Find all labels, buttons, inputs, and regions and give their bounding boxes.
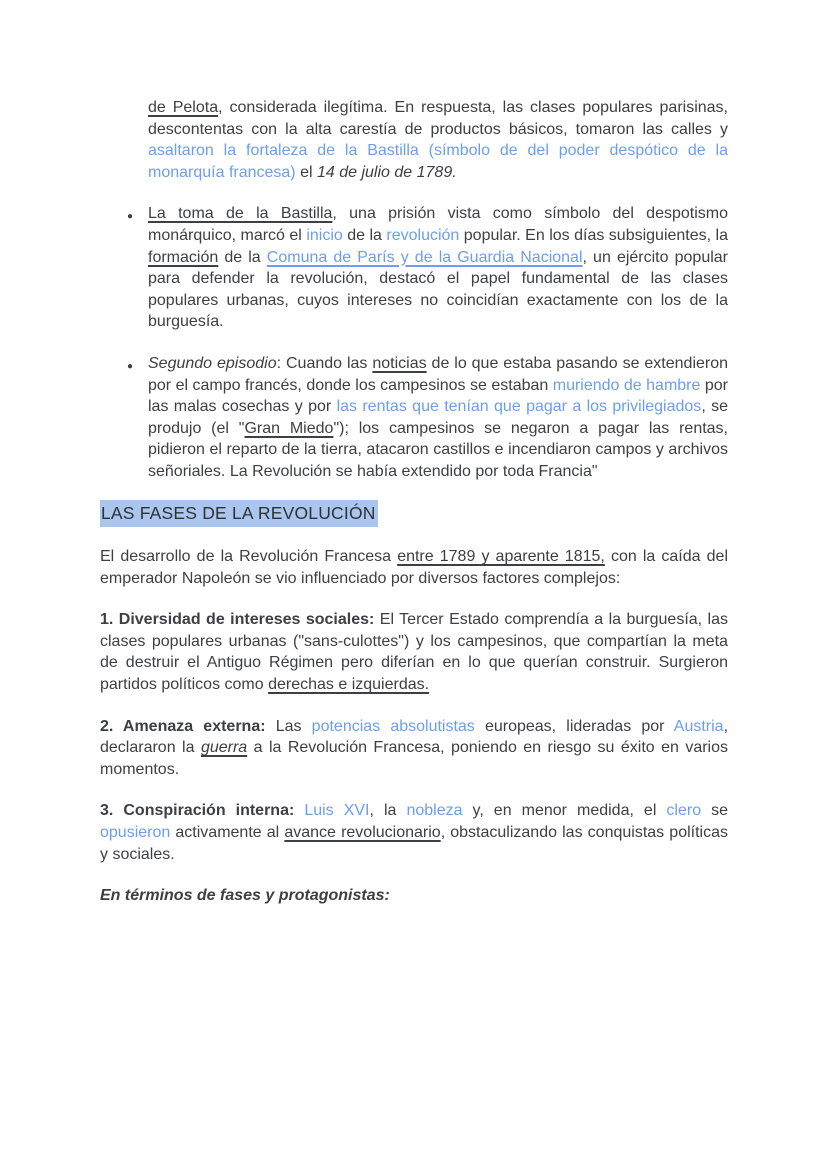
text-run-underlined: La toma de la Bastilla	[148, 205, 333, 223]
link-comuna-guardia-nacional[interactable]: Comuna de París y de la Guardia Nacional	[266, 248, 583, 266]
text-run-blue: muriendo de hambre	[552, 376, 701, 394]
text-run: de lo que estaba pasando se extendieron por el campo francés, donde los campesinos se estaban	[148, 354, 729, 394]
paragraph-fases-protagonistas: En términos de fases y protagonistas:	[100, 887, 390, 905]
text-run-blue: inicio	[306, 226, 343, 244]
bullet-item-segundo-episodio	[127, 353, 729, 483]
text-run: "); los campesinos se negaron a pagar las rentas, pidieron el reparto de la tierra, atacaron castillos e incendiaron campos y archivos señoriales. La Revolución se había extendido por toda Francia"	[148, 419, 729, 480]
text-run-blue: revolución	[386, 226, 460, 244]
text-run-bold: 3. Conspiración interna:	[100, 802, 295, 820]
section-heading-fases	[100, 503, 728, 526]
text-run: y, en menor medida, el	[462, 802, 667, 820]
text-run-blue: las rentas que tenían que pagar a los privilegiados	[336, 398, 702, 416]
text-run: , considerada ilegítima. En respuesta, las clases populares parisinas, descontentas con la alta carestía de productos básicos, tomaron las calles y	[148, 99, 728, 138]
paragraph-desarrollo	[100, 546, 728, 589]
text-run: el	[295, 163, 317, 181]
text-run-blue: potencias absolutistas	[311, 717, 475, 735]
text-run: con la caída del emperador Napoleón se vio influenciado por diversos factores complejos:	[100, 548, 728, 587]
text-run: por las malas cosechas y por	[148, 376, 728, 416]
text-run-underlined: avance revolucionario	[284, 824, 441, 842]
text-run: a la Revolución Francesa, poniendo en riesgo su éxito en varios momentos.	[100, 739, 729, 778]
text-run: europeas, lideradas por	[474, 717, 674, 735]
text-run: de la	[218, 248, 267, 266]
bullet-icon: ●	[127, 211, 134, 223]
text-run: de la	[342, 226, 387, 244]
text-run-underlined: de Pelota	[148, 99, 219, 116]
text-run	[294, 802, 304, 819]
text-run: El Tercer Estado comprendía a la burguesía, las clases populares urbanas ("sans-culottes") y los campesinos, que compartían la meta de destruir el Antiguo Régimen pero diferían en lo que querían construir. Surgieron partidos políticos como	[100, 611, 729, 694]
numbered-item-conspiracion-interna	[100, 800, 728, 865]
text-run: El desarrollo de la Revolución Francesa	[100, 548, 398, 566]
paragraph-bastille-assault	[148, 97, 728, 183]
text-run-blue: asaltaron la fortaleza de la Bastilla (símbolo de del poder despótico de la monarquía francesa)	[148, 142, 728, 181]
text-run: , obstaculizando las conquistas políticas y sociales.	[100, 824, 728, 863]
text-run-italic: Segundo episodio	[148, 354, 277, 372]
text-run: se	[701, 802, 729, 820]
text-run-italic-underlined: guerra	[200, 739, 248, 757]
text-run-blue: nobleza	[406, 802, 463, 820]
text-run-underlined: formación	[148, 248, 219, 266]
text-run: : Cuando las	[276, 354, 373, 372]
numbered-item-diversidad	[100, 609, 728, 695]
bullet-icon: ●	[127, 360, 134, 372]
text-run: , un ejército popular para defender la revolución, destacó el papel fundamental de las clases populares urbanas, cuyos intereses no coincidían exactamente con los de la burguesía.	[148, 248, 728, 331]
text-run-blue: clero	[666, 802, 702, 820]
text-run: Las	[265, 717, 312, 735]
highlighted-heading-text: LAS FASES DE LA REVOLUCIÓN	[100, 500, 378, 527]
text-run: activamente al	[170, 824, 285, 842]
text-run-bold: 2. Amenaza externa:	[100, 717, 266, 735]
text-run: , declararon la	[100, 717, 729, 757]
text-run-italic: 14 de julio de 1789.	[316, 163, 457, 181]
text-run: , la	[369, 802, 407, 820]
text-run-blue: Luis XVI	[304, 802, 370, 820]
text-run: , se produjo (el "	[148, 398, 728, 437]
text-run: popular. En los días subsiguientes, la	[459, 226, 728, 244]
bullet-item-toma-bastilla	[127, 203, 729, 333]
numbered-item-amenaza-externa	[100, 716, 728, 781]
text-run-underlined: noticias	[372, 354, 427, 372]
text-run-blue: opusieron	[100, 824, 171, 842]
text-run-underlined: Gran Miedo	[244, 419, 334, 437]
text-run: , una prisión vista como símbolo del despotismo monárquico, marcó el	[148, 205, 729, 244]
text-run-blue: Austria	[673, 717, 724, 735]
text-run-underlined: derechas e izquierdas.	[268, 676, 430, 694]
text-run-underlined: entre 1789 y aparente 1815,	[397, 548, 605, 566]
text-run-bold: 1. Diversidad de intereses sociales:	[100, 611, 375, 629]
